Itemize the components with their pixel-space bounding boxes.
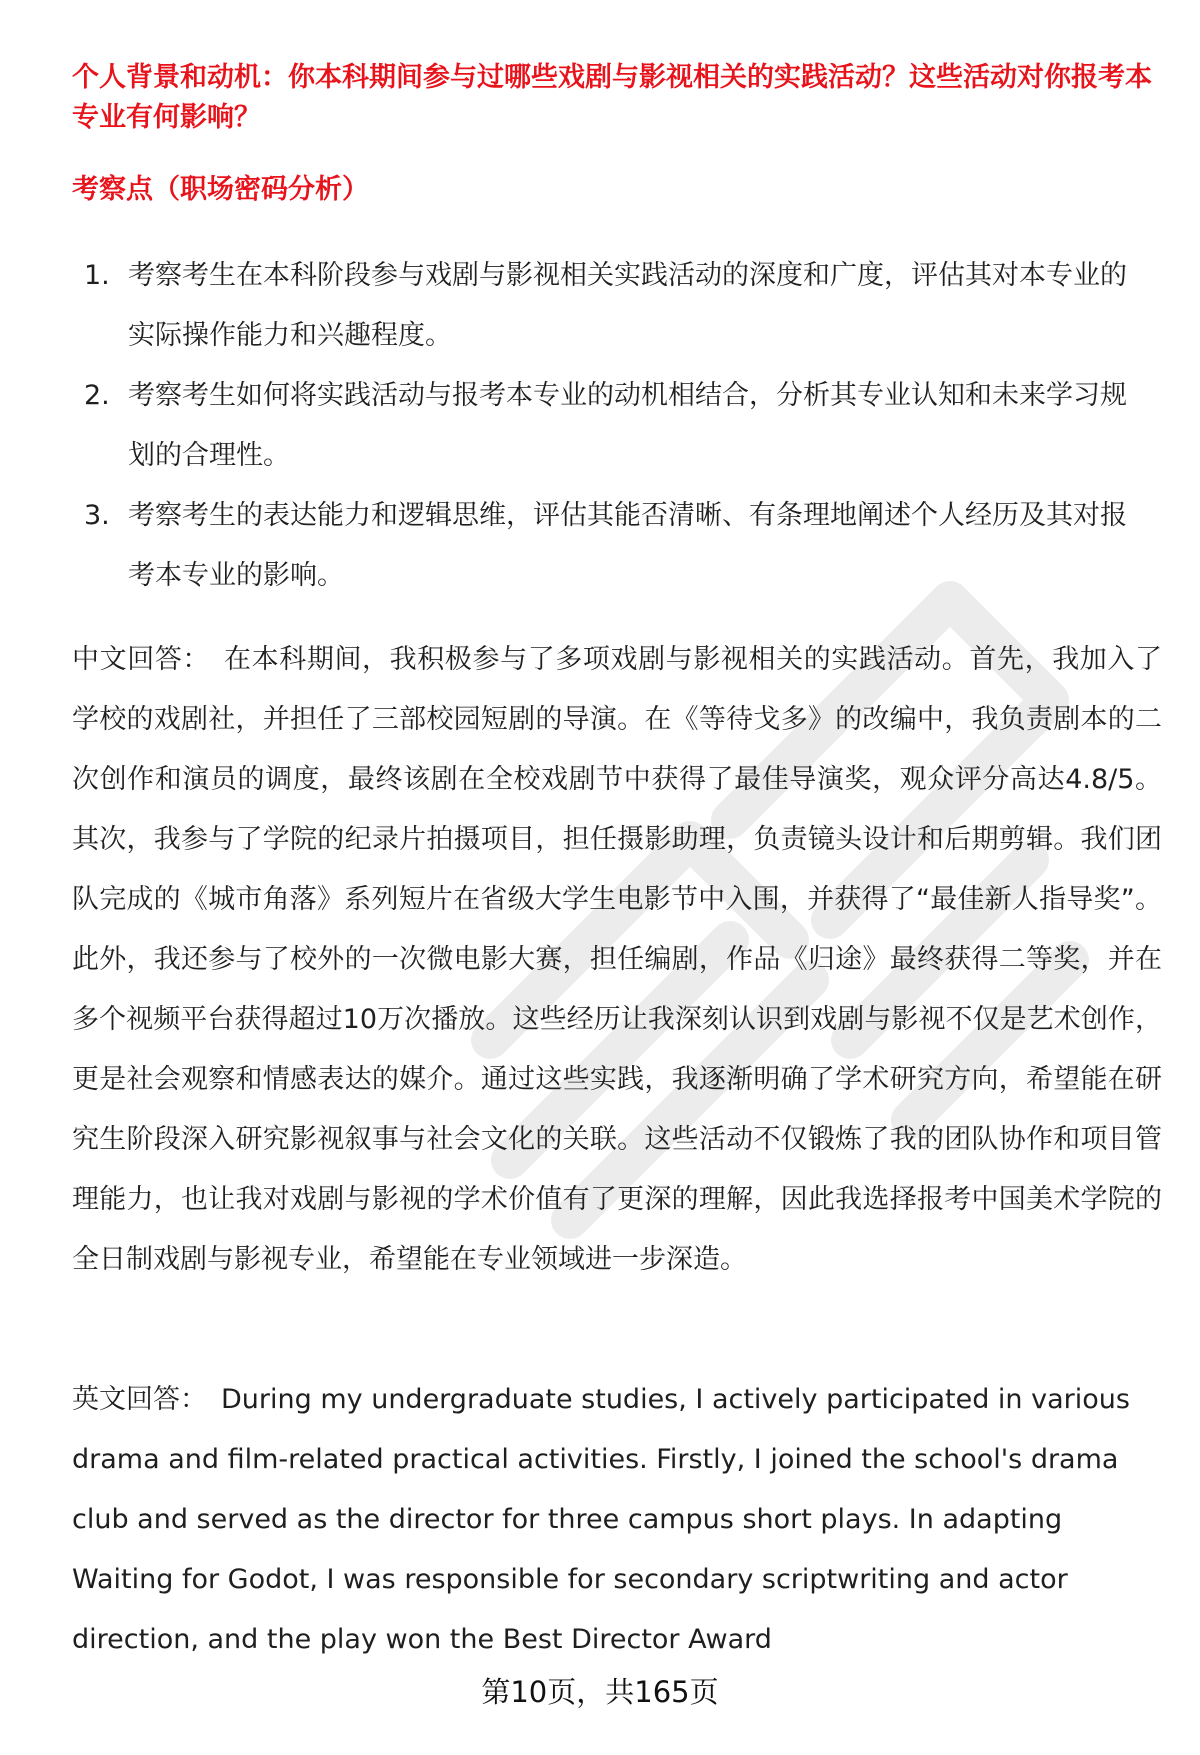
list-item-text: 考察考生在本科阶段参与戏剧与影视相关实践活动的深度和广度，评估其对本专业的实际操作能力和兴趣程度。 xyxy=(128,260,1127,351)
section-title: 考察点（职场密码分析） xyxy=(72,174,369,205)
assessment-points-list xyxy=(72,246,1152,606)
list-item-text: 考察考生如何将实践活动与报考本专业的动机相结合，分析其专业认知和未来学习规划的合理性。 xyxy=(128,380,1127,471)
list-item xyxy=(72,246,1152,366)
list-item xyxy=(72,366,1152,486)
list-item-number: 1. xyxy=(84,260,110,291)
english-answer-paragraph xyxy=(72,1370,1162,1670)
page-number-footer: 第10页，共165页 xyxy=(481,1675,719,1709)
question-heading: 个人背景和动机：你本科期间参与过哪些戏剧与影视相关的实践活动？这些活动对你报考本专业有何影响？ xyxy=(72,62,1152,133)
list-item-number: 3. xyxy=(84,500,110,531)
chinese-answer-paragraph xyxy=(72,630,1162,1290)
chinese-answer-label: 中文回答： xyxy=(72,644,211,675)
english-answer-label: 英文回答： xyxy=(72,1384,207,1415)
list-item-number: 2. xyxy=(84,380,110,411)
chinese-answer-text: 在本科期间，我积极参与了多项戏剧与影视相关的实践活动。首先，我加入了学校的戏剧社，并担任了三部校园短剧的导演。在《等待戈多》的改编中，我负责剧本的二次创作和演员的调度，最终该剧在全校戏剧节中获得了最佳导演奖，观众评分高达4.8/5。其次，我参与了学院的纪录片拍摄项目，担任摄影助理，负责镜头设计和后期剪辑。我们团队完成的《城市角落》系列短片在省级大学生电影节中入围，并获得了“最佳新人指导奖”。此外，我还参与了校外的一次微电影大赛，担任编剧，作品《归途》最终获得二等奖，并在多个视频平台获得超过10万次播放。这些经历让我深刻认识到戏剧与影视不仅是艺术创作，更是社会观察和情感表达的媒介。通过这些实践，我逐渐明确了学术研究方向，希望能在研究生阶段深入研究影视叙事与社会文化的关联。这些活动不仅锻炼了我的团队协作和项目管理能力，也让我对戏剧与影视的学术价值有了更深的理解，因此我选择报考中国美术学院的全日制戏剧与影视专业，希望能在专业领域进一步深造。 xyxy=(72,644,1163,1275)
list-item xyxy=(72,486,1152,606)
list-item-text: 考察考生的表达能力和逻辑思维，评估其能否清晰、有条理地阐述个人经历及其对报考本专业的影响。 xyxy=(128,500,1127,591)
english-answer-text: During my undergraduate studies, I actively participated in various drama and film-related practical activities. Firstly, I joined the school's drama club and served as the director for three campus short plays. In adapting Waiting for Godot, I was responsible for secondary scriptwriting and actor direction, and the play won the Best Director Award xyxy=(72,1384,1130,1655)
